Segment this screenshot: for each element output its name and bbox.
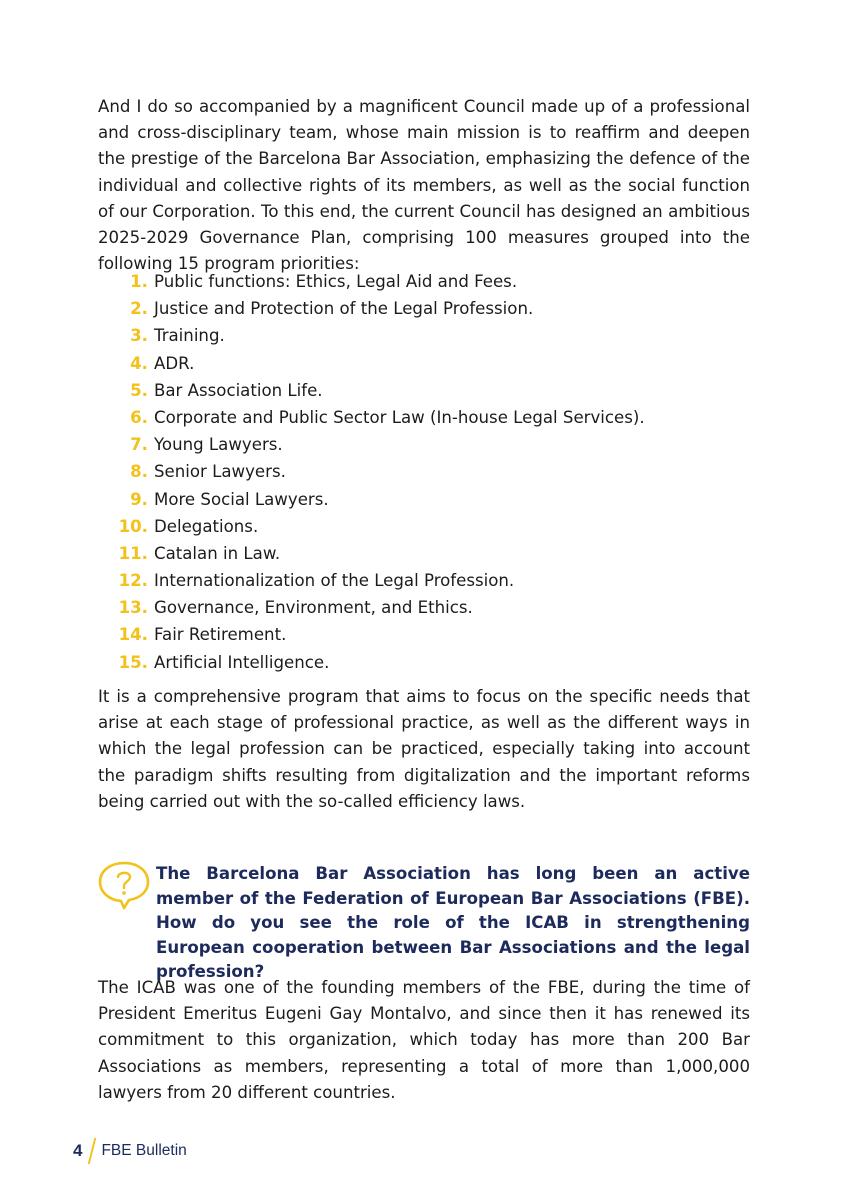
list-item [98,322,750,349]
list-number: 9. [130,489,148,509]
answer-paragraph: The ICAB was one of the founding members of the FBE, during the time of President Emeritus Eugeni Gay Montalvo, and since then it has renewed its commitment to this organization, which today has more than 200 Bar Associations as members, representing a total of more than 1,000,000 lawyers from 20 different countries. [98,978,750,1102]
list-item [98,567,750,594]
list-item [98,377,750,404]
list-number: 3. [130,326,148,346]
list-item-text: Fair Retirement. [154,625,287,645]
intro-paragraph: And I do so accompanied by a magnificent Council made up of a professional and cross-disciplinary team, whose main mission is to reaffirm and deepen the prestige of the Barcelona Bar Association, emphasizing the defence of the individual and collective rights of its members, as well as the social function of our Corporation. To this end, the current Council has designed an ambitious 2025-2029 Governance Plan, comprising 100 measures grouped into the following 15 program priorities: [98,97,750,274]
list-item-text: Delegations. [154,516,259,536]
list-item-text: ADR. [154,353,195,373]
page-footer [73,1138,187,1164]
list-item [98,458,750,485]
list-item-text: Governance, Environment, and Ethics. [154,598,473,618]
list-number: 10. [118,516,148,536]
list-item [98,621,750,648]
list-number: 11. [118,543,148,563]
list-number: 7. [130,435,148,455]
list-number: 12. [118,571,148,591]
list-item-text: Catalan in Law. [154,543,281,563]
list-item [98,295,750,322]
list-number: 5. [130,380,148,400]
list-item [98,486,750,513]
program-priorities-list [98,268,750,676]
list-number: 6. [130,407,148,427]
list-number: 14. [118,625,148,645]
list-item-text: Training. [154,326,225,346]
list-item-text: Young Lawyers. [154,435,283,455]
list-number: 2. [130,299,148,319]
publication-name: FBE Bulletin [101,1142,187,1159]
list-item [98,431,750,458]
list-number: 13. [118,598,148,618]
page-number: 4 [73,1141,83,1160]
list-item-text: Justice and Protection of the Legal Profession. [154,299,534,319]
footer-divider [88,1138,96,1164]
list-item-text: Public functions: Ethics, Legal Aid and Fees. [154,272,518,291]
list-item [98,404,750,431]
list-item-text: Artificial Intelligence. [154,652,330,672]
list-item [98,268,750,295]
list-item-text: Bar Association Life. [154,380,323,400]
list-item [98,649,750,676]
list-item-text: Senior Lawyers. [154,462,286,482]
list-item-text: Internationalization of the Legal Profession. [154,571,515,591]
list-number: 1. [130,272,148,291]
list-item [98,513,750,540]
list-item-text: More Social Lawyers. [154,489,329,509]
list-item [98,594,750,621]
program-paragraph: It is a comprehensive program that aims to focus on the specific needs that arise at each stage of professional practice, as well as the different ways in which the legal profession can be practiced, especially taking into account the paradigm shifts resulting from digitalization and the important reforms being carried out with the so-called efficiency laws. [98,687,750,811]
list-item [98,540,750,567]
list-item-text: Corporate and Public Sector Law (In-house Legal Services). [154,407,645,427]
list-number: 8. [130,462,148,482]
list-item [98,350,750,377]
interview-question: The Barcelona Bar Association has long been an active member of the Federation of European Bar Associations (FBE). How do you see the role of the ICAB in strengthening European cooperation between Bar Associations and the legal profession? [156,864,750,982]
list-number: 15. [118,652,148,672]
question-bubble-icon [96,858,152,912]
list-number: 4. [130,353,148,373]
